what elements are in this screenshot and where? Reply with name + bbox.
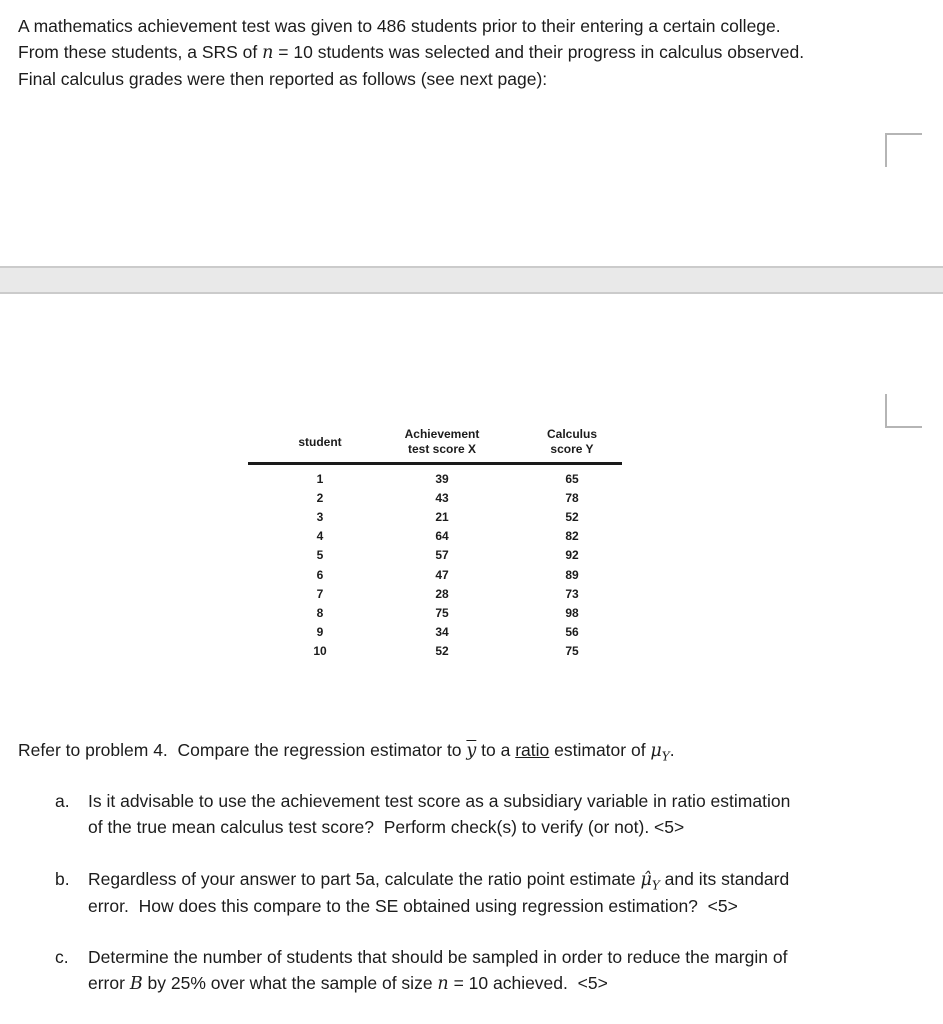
list-item-a: [55, 788, 915, 840]
text-segment: to a: [476, 740, 516, 760]
intro-line-3: Final calculus grades were then reported as follows (see next page):: [18, 69, 548, 89]
student-cell: 5: [316, 548, 324, 563]
score-x-cell: 47: [435, 567, 449, 582]
header-student: student: [298, 434, 342, 449]
score-y-cell: 89: [565, 567, 579, 582]
student-cell: 6: [316, 567, 324, 582]
student-cell: 8: [316, 605, 324, 620]
header-line: test score X: [407, 442, 477, 456]
table-row: [248, 623, 622, 642]
text-segment: error: [88, 973, 130, 993]
table-row: [248, 507, 622, 526]
item-b-text: [88, 866, 915, 919]
ratio-underlined-word: ratio: [515, 740, 550, 760]
math-mu-hat: μ̂: [640, 870, 652, 890]
table-body: [248, 469, 622, 661]
table-row: [248, 488, 622, 507]
math-n: n: [437, 974, 449, 994]
text-segment: by 25% over what the sample of size: [142, 973, 438, 993]
item-a-line-2: of the true mean calculus test score? Perform check(s) to verify (or not). <5>: [88, 817, 685, 837]
header-line: score Y: [550, 442, 594, 456]
student-cell: 4: [316, 529, 324, 544]
math-mu: μ: [650, 741, 662, 761]
score-y-cell: 82: [565, 529, 579, 544]
margin-crop-mark-bottom: [885, 394, 922, 428]
score-x-cell: 39: [435, 471, 449, 486]
intro-line-1: A mathematics achievement test was given to 486 students prior to their entering a certain college.: [18, 16, 781, 36]
text-segment: = 10 students was selected and their progress in calculus observed.: [273, 42, 805, 62]
score-x-cell: 34: [435, 625, 449, 640]
math-mu-hat-subscript-y: Y: [651, 878, 660, 893]
scores-table: [248, 427, 622, 661]
student-cell: 10: [313, 644, 327, 659]
page-break-band: [0, 266, 943, 294]
item-a-label: a.: [55, 791, 70, 811]
table-row: [248, 527, 622, 546]
text-segment: = 10 achieved. <5>: [448, 973, 608, 993]
item-a-text: [88, 788, 915, 840]
score-y-cell: 56: [565, 625, 579, 640]
margin-crop-mark-top: [885, 133, 922, 167]
item-c-label: c.: [55, 947, 69, 967]
header-calculus-score-y: [492, 427, 622, 457]
score-y-cell: 73: [565, 586, 579, 601]
student-cell: 9: [316, 625, 324, 640]
item-b-label: b.: [55, 869, 70, 889]
list-item-c: [55, 944, 915, 997]
score-x-cell: 28: [435, 586, 449, 601]
table-row: [248, 546, 622, 565]
table-row: [248, 584, 622, 603]
score-x-cell: 52: [435, 644, 449, 659]
intro-paragraph: [18, 13, 930, 92]
math-n: n: [262, 43, 274, 63]
text-segment: Regardless of your answer to part 5a, calculate the ratio point estimate: [88, 869, 641, 889]
item-b-line-1: [88, 866, 915, 893]
table-row: [248, 642, 622, 661]
score-y-cell: 52: [565, 509, 579, 524]
text-segment: .: [669, 740, 675, 760]
math-B: B: [129, 974, 143, 994]
item-c-text: [88, 944, 915, 997]
item-c-line-2: [88, 970, 915, 997]
item-b-line-2: error. How does this compare to the SE obtained using regression estimation? <5>: [88, 896, 738, 916]
table-row: [248, 603, 622, 622]
student-cell: 7: [316, 586, 324, 601]
score-x-cell: 21: [435, 509, 449, 524]
score-y-cell: 75: [565, 644, 579, 659]
student-cell: 2: [316, 490, 324, 505]
math-mu-subscript-y: Y: [661, 749, 670, 764]
text-segment: Refer to problem 4. Compare the regression estimator to: [18, 740, 467, 760]
score-y-cell: 92: [565, 548, 579, 563]
text-segment: From these students, a SRS of: [18, 42, 263, 62]
score-y-cell: 98: [565, 605, 579, 620]
item-c-line-1: Determine the number of students that should be sampled in order to reduce the margin of: [88, 947, 788, 967]
score-x-cell: 43: [435, 490, 449, 505]
score-x-cell: 57: [435, 548, 449, 563]
score-x-cell: 64: [435, 529, 449, 544]
table-header-row: [248, 427, 622, 465]
header-achievement-test-score-x: [392, 427, 492, 457]
table-row: [248, 469, 622, 488]
header-line: Calculus: [546, 427, 597, 441]
list-item-b: [55, 866, 915, 919]
text-segment: and its standard: [659, 869, 790, 889]
score-y-cell: 65: [565, 471, 579, 486]
student-cell: 1: [316, 471, 324, 486]
text-segment: estimator of: [549, 740, 651, 760]
math-y-bar: $\overline{y}$: [466, 741, 477, 761]
intro-line-2: [18, 39, 930, 66]
score-x-cell: 75: [435, 605, 449, 620]
problem-statement: [18, 737, 930, 764]
item-a-line-1: Is it advisable to use the achievement test score as a subsidiary variable in ratio estimation: [88, 791, 791, 811]
table-row: [248, 565, 622, 584]
header-line: Achievement: [404, 427, 480, 441]
student-cell: 3: [316, 509, 324, 524]
score-y-cell: 78: [565, 490, 579, 505]
